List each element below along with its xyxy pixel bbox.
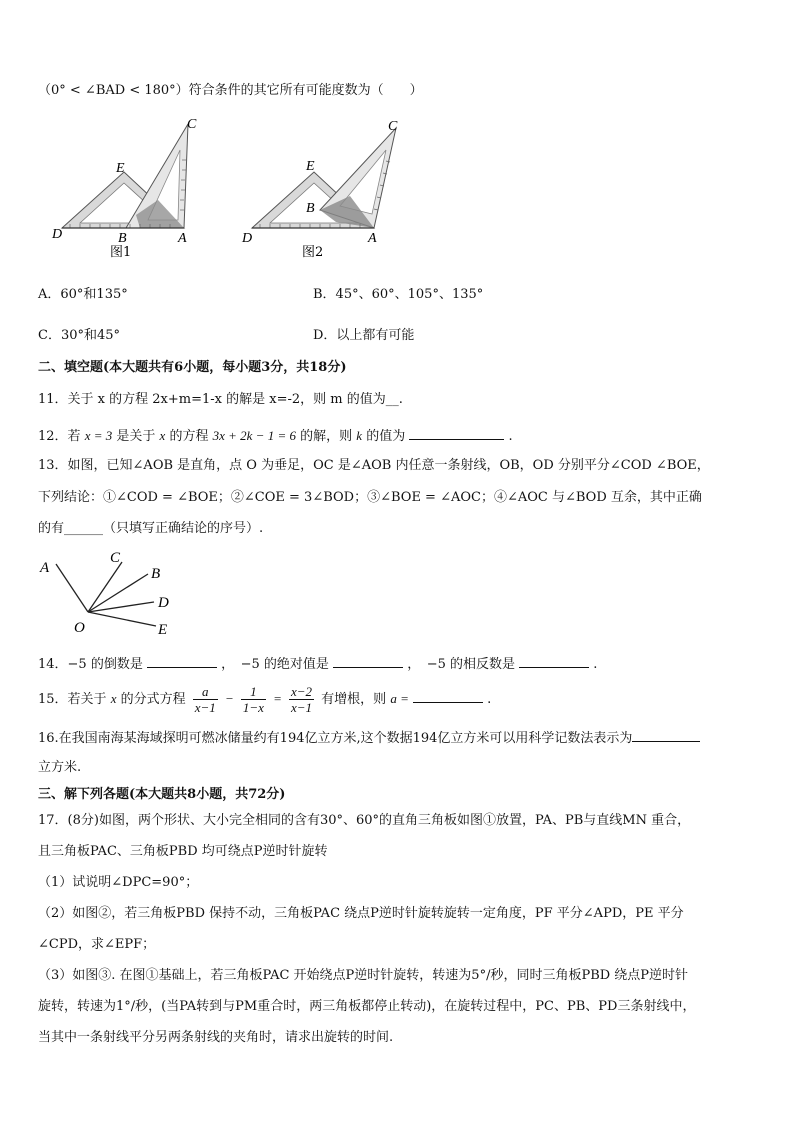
fig2-caption: 图2 bbox=[302, 245, 324, 260]
fig2-label-E: E bbox=[306, 159, 315, 174]
q15-equals: = bbox=[273, 691, 282, 706]
q14-text-b: ， −5 的绝对值是 bbox=[221, 657, 329, 672]
q14-end: . bbox=[593, 657, 598, 672]
q10-option-a: A．60°和135° bbox=[38, 287, 128, 302]
q15-text-c: 有增根，则 bbox=[321, 692, 387, 707]
q15-fraction-1: $\frac{a}{x-1}$ bbox=[194, 684, 216, 715]
q16-line-1 bbox=[38, 728, 756, 748]
q14-blank-1[interactable] bbox=[147, 654, 217, 668]
fig13-label-O: O bbox=[74, 620, 85, 636]
q17-sub-3-line-2: 旋转，转速为1°/秒，(当PA转到与PM重合时，两三角板都停止转动)，在旋转过程中，PC、PB、PD三条射线中， bbox=[38, 999, 696, 1014]
q14-text-a: 14．−5 的倒数是 bbox=[38, 657, 143, 672]
q16-text: 16.在我国南海某海域探明可燃冰储量约有194亿立方米,这个数据194亿立方米可以用科学记数法表示为 bbox=[38, 731, 633, 746]
section-3-title: 三、解下列各题(本大题共8小题，共72分) bbox=[38, 787, 286, 802]
q10-option-d: D．以上都有可能 bbox=[313, 328, 415, 343]
fig2-label-B: B bbox=[306, 201, 315, 216]
q12-text-d: 的解，则 bbox=[300, 429, 353, 444]
fig13-label-E: E bbox=[158, 622, 168, 638]
q15-a-equals: a = bbox=[390, 691, 409, 706]
q12-text-b: 是关于 bbox=[116, 429, 156, 444]
q17-sub-1: （1）试说明∠DPC=90°； bbox=[38, 875, 199, 890]
question-15 bbox=[38, 682, 756, 718]
q10-option-b: B．45°、60°、105°、135° bbox=[313, 287, 484, 302]
q17-sub-3-line-3: 当其中一条射线平分另两条射线的夹角时，请求出旋转的时间. bbox=[38, 1030, 394, 1045]
q12-var-x: x bbox=[159, 428, 166, 443]
q17-line-1: 17．(8分)如图，两个形状、大小完全相同的含有30°、60°的直角三角板如图①放置，PA、PB与直线MN 重合， bbox=[38, 813, 691, 828]
q13-line-2: 下列结论：①∠COD = ∠BOE；②∠COE = 3∠BOD；③∠BOE = ∠AOC；④∠AOC 与∠BOD 互余，其中正确 bbox=[38, 490, 702, 505]
q17-line-2: 且三角板PAC、三角板PBD 均可绕点P逆时针旋转 bbox=[38, 844, 328, 859]
q15-var-x: x bbox=[110, 691, 117, 706]
q15-answer-blank[interactable] bbox=[413, 689, 483, 703]
q13-line-1: 13．如图，已知∠AOB 是直角，点 O 为垂足，OC 是∠AOB 内任意一条射线，OB，OD 分别平分∠COD ∠BOE， bbox=[38, 458, 710, 473]
fig1-label-E: E bbox=[116, 161, 125, 176]
fig13-label-C: C bbox=[110, 550, 121, 566]
question-12 bbox=[38, 426, 756, 446]
fig13-label-D: D bbox=[158, 595, 169, 611]
q17-sub-2-line-2: ∠CPD，求∠EPF； bbox=[38, 937, 156, 952]
q12-text-c: 的方程 bbox=[169, 429, 209, 444]
q13-line-3: 的有______（只填写正确结论的序号）. bbox=[38, 521, 264, 536]
q12-text-e: 的值为 bbox=[366, 429, 406, 444]
q10-condition: （0° < ∠BAD < 180°）符合条件的其它所有可能度数为（ ） bbox=[38, 83, 423, 98]
q12-var-k: k bbox=[356, 428, 363, 443]
fig1-label-D: D bbox=[52, 227, 63, 242]
q12-answer-blank[interactable] bbox=[409, 426, 504, 440]
q15-minus: − bbox=[224, 691, 234, 706]
question-11: 11．关于 x 的方程 2x+m=1-x 的解是 x=-2，则 m 的值为__. bbox=[38, 392, 403, 407]
q16-line-2: 立方米. bbox=[38, 760, 82, 775]
q15-end: . bbox=[487, 692, 492, 707]
q10-option-c: C．30°和45° bbox=[38, 328, 121, 343]
figure-13 bbox=[36, 548, 186, 643]
q15-text-b: 的分式方程 bbox=[120, 692, 186, 707]
q15-text-a: 15．若关于 bbox=[38, 692, 107, 707]
q15-fraction-3: $\frac{x-2}{x-1}$ bbox=[290, 684, 313, 715]
figure-2 bbox=[240, 110, 440, 260]
fig1-label-A: A bbox=[178, 231, 187, 246]
q14-blank-2[interactable] bbox=[333, 654, 403, 668]
q14-text-c: ， −5 的相反数是 bbox=[407, 657, 515, 672]
q12-equation-1: x = 3 bbox=[84, 428, 113, 443]
fig1-caption: 图1 bbox=[110, 245, 132, 260]
fig1-label-B: B bbox=[118, 231, 127, 246]
question-14 bbox=[38, 654, 756, 674]
q14-blank-3[interactable] bbox=[519, 654, 589, 668]
fig13-label-B: B bbox=[151, 566, 161, 582]
fig13-label-A: A bbox=[40, 560, 50, 576]
fig1-label-C: C bbox=[187, 117, 197, 132]
q12-text-a: 12．若 bbox=[38, 429, 81, 444]
q17-sub-3-line-1: （3）如图③. 在图①基础上，若三角板PAC 开始绕点P逆时针旋转，转速为5°/秒，同时三角板PBD 绕点P逆时针 bbox=[38, 968, 689, 983]
fig2-label-D: D bbox=[242, 231, 253, 246]
q12-equation-2: 3x + 2k − 1 = 6 bbox=[212, 428, 296, 443]
fig2-label-A: A bbox=[368, 231, 377, 246]
fig2-label-C: C bbox=[388, 119, 398, 134]
section-2-title: 二、填空题(本大题共有6小题，每小题3分，共18分) bbox=[38, 360, 347, 375]
figure-1 bbox=[50, 110, 253, 260]
q15-fraction-2: $\frac{1}{1-x}$ bbox=[242, 684, 264, 715]
q12-end: . bbox=[508, 429, 513, 444]
q16-answer-blank[interactable] bbox=[632, 728, 700, 742]
q17-sub-2-line-1: （2）如图②，若三角板PBD 保持不动，三角板PAC 绕点P逆时针旋转旋转一定角度，PF 平分∠APD，PE 平分 bbox=[38, 906, 684, 921]
